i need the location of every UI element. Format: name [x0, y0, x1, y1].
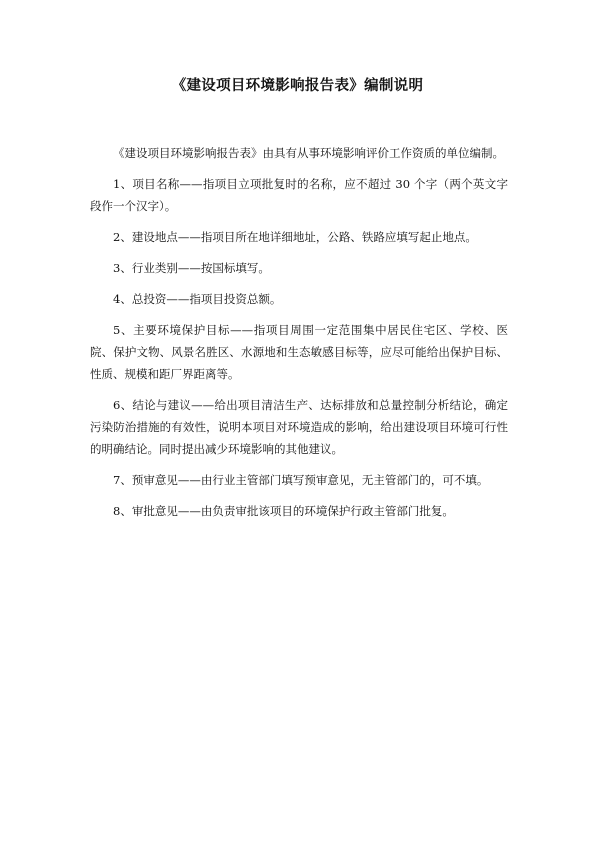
intro-paragraph: 《建设项目环境影响报告表》由具有从事环境影响评价工作资质的单位编制。: [113, 146, 504, 160]
document-body: [90, 142, 508, 531]
item-protection-targets: 5、主要环境保护目标——指项目周围一定范围集中居民住宅区、学校、医院、保护文物、风景名胜区、水源地和生态敏感目标等，应尽可能给出保护目标、性质、规模和距厂界距离等。: [90, 323, 508, 381]
document-title: 《建设项目环境影响报告表》编制说明: [171, 77, 424, 94]
item-total-investment: 4、总投资——指项目投资总额。: [113, 292, 282, 306]
item-approval-opinion: 8、审批意见——由负责审批该项目的环境保护行政主管部门批复。: [113, 504, 454, 518]
item-construction-site: 2、建设地点——指项目所在地详细地址，公路、铁路应填写起止地点。: [113, 230, 477, 244]
item-conclusion-suggestions: 6、结论与建议——给出项目清洁生产、达标排放和总量控制分析结论，确定污染防治措施的有效性，说明本项目对环境造成的影响，给出建设项目环境可行性的明确结论。同时提出减少环境影响的其他建议。: [90, 398, 508, 456]
item-project-name: 1、项目名称——指项目立项批复时的名称，应不超过 30 个字（两个英文字段作一个汉字）。: [90, 177, 508, 213]
item-pre-review-opinion: 7、预审意见——由行业主管部门填写预审意见，无主管部门的，可不填。: [113, 473, 489, 487]
item-industry-category: 3、行业类别——按国标填写。: [113, 261, 270, 275]
